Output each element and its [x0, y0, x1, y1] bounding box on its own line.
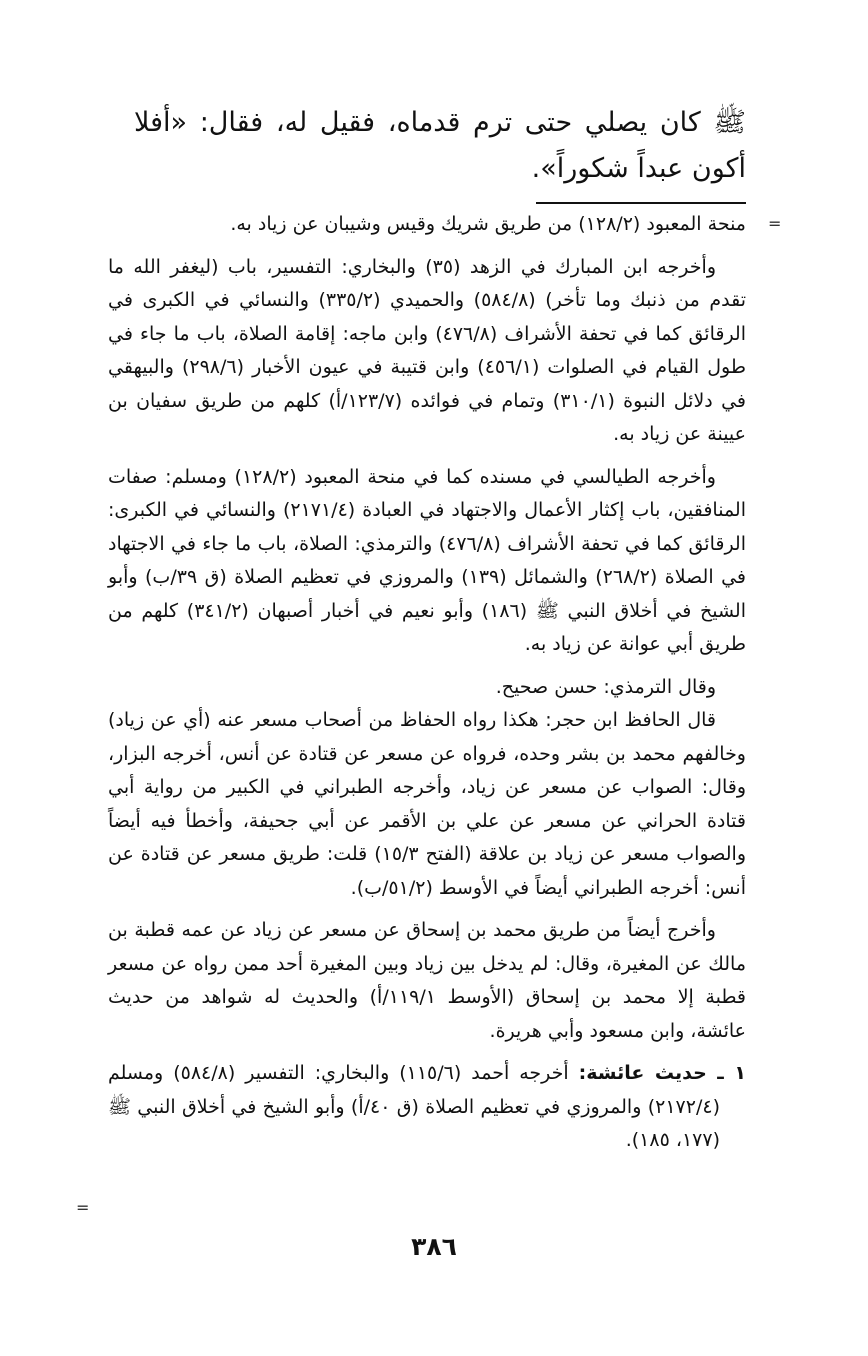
numbered-item-label: ١ ـ حديث عائشة:: [578, 1062, 746, 1084]
footnote-continuation-mark-top: =: [768, 214, 782, 233]
footnote-paragraph: وأخرجه ابن المبارك في الزهد (٣٥) والبخاري: التفسير، باب (ليغفر الله ما تقدم من ذنبك وما تأخر) (٥٨٤/٨) والحميدي (٣٣٥/٢) والنسائي في الكبرى في الرقائق كما في تحفة الأشراف (٤٧٦/٨) وابن ماجه: إقامة الصلاة، باب ما جاء في طول القيام في الصلوات (٤٥٦/١) وابن قتيبة في عيون الأخبار (٢٩٨/٦) والبيهقي في دلائل النبوة (٣١٠/١) وتمام في فوائده (١٢٣/٧/أ) كلهم من طريق سفيان بن عيينة عن زياد به.: [108, 255, 746, 445]
footnote-continuation-mark-bottom: =: [76, 1198, 90, 1217]
footnotes-section: [108, 208, 746, 1167]
footnote-paragraph: وأخرج أيضاً من طريق محمد بن إسحاق عن مسعر عن زياد عن عمه قطبة بن مالك عن المغيرة، وقال: لم يدخل بين زياد وبين المغيرة أحد ممن رواه عن مسعر قطبة إلا محمد بن إسحاق (الأوسط ١١٩/١/أ) والحديث له شواهد من حديث عائشة، وابن مسعود وأبي هريرة.: [108, 919, 746, 1042]
footnote-paragraph: منحة المعبود (١٢٨/٢) من طريق شريك وقيس وشيبان عن زياد به.: [230, 213, 746, 235]
footnote-divider: [536, 202, 746, 204]
main-text-body: ﷺ كان يصلي حتى ترم قدماه، فقيل له، فقال: «أفلا أكون عبداً شكوراً».: [134, 107, 746, 184]
footnote-paragraph: قال الحافظ ابن حجر: هكذا رواه الحفاظ من أصحاب مسعر عنه (أي عن زياد) وخالفهم محمد بن بشر وحده، فرواه عن مسعر عن قتادة عن أنس، أخرجه البزار، وقال: الصواب عن مسعر عن زياد، وأخرجه الطبراني في الكبير من رواية أبي قتادة الحراني عن مسعر عن علي بن الأقمر عن أبي جحيفة، وأخطأ فيه أيضاً والصواب مسعر عن زياد بن علاقة (الفتح ١٥/٣) قلت: طريق مسعر عن قتادة عن أنس: أخرجه الطبراني أيضاً في الأوسط (٥١/٢/ب).: [108, 709, 747, 899]
footnote-paragraph: وأخرجه الطيالسي في مسنده كما في منحة المعبود (١٢٨/٢) ومسلم: صفات المنافقين، باب إكثار الأعمال والاجتهاد في العبادة (٢١٧١/٤) والنسائي في الكبرى: الرقائق كما في تحفة الأشراف (٤٧٦/٨) والترمذي: الصلاة، باب ما جاء في الاجتهاد في الصلاة (٢٦٨/٢) والشمائل (١٣٩) والمروزي في تعظيم الصلاة (ق ٣٩/ب) وأبو الشيخ في أخلاق النبي ﷺ (١٨٦) وأبو نعيم في أخبار أصبهان (٣٤١/٢) كلهم من طريق أبي عوانة عن زياد به.: [108, 465, 747, 655]
footnote-paragraph: وقال الترمذي: حسن صحيح.: [495, 675, 716, 698]
numbered-footnote-item: [108, 1057, 746, 1158]
numbered-item-text: أخرجه أحمد (١١٥/٦) والبخاري: التفسير (٥٨٤/٨) ومسلم (٢١٧٢/٤) والمروزي في تعظيم الصلاة (ق ٤٠/أ) وأبو الشيخ في أخلاق النبي ﷺ (١٧٧، ١٨٥).: [108, 1062, 720, 1151]
page-number: ٣٨٦: [411, 1232, 457, 1261]
